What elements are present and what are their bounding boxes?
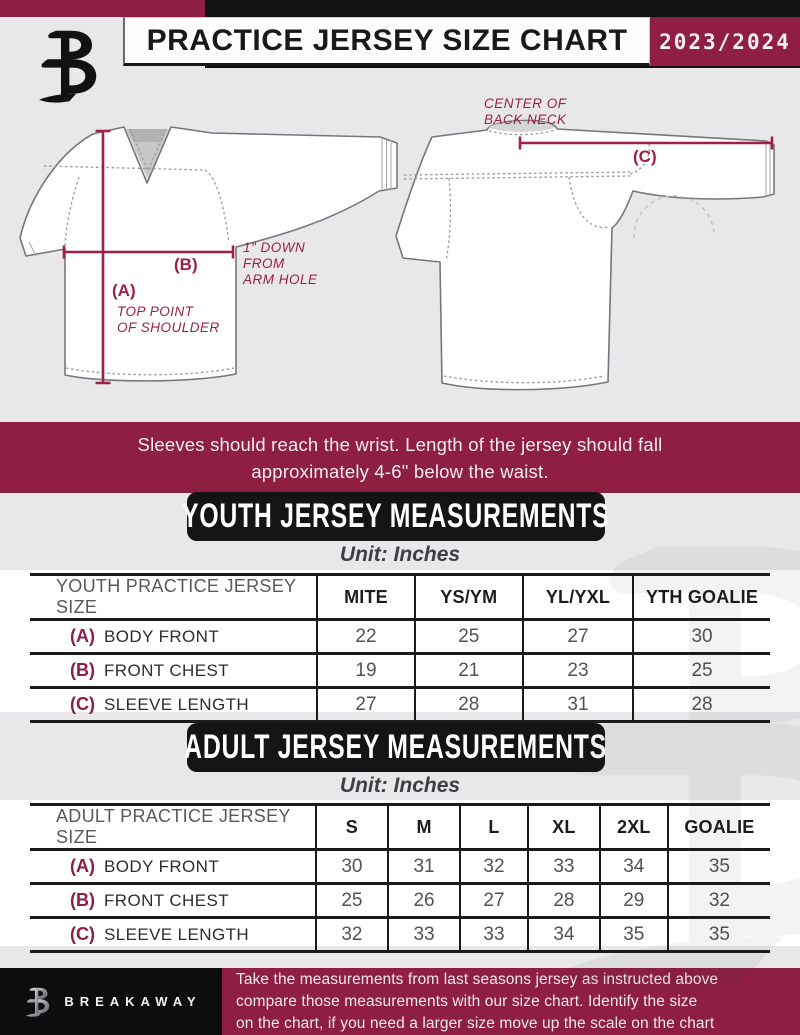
row-label: SLEEVE LENGTH: [104, 925, 250, 944]
measurement-value-cell: 27: [523, 620, 633, 654]
measure-a-marker: (A): [112, 281, 136, 300]
measurement-value-cell: 28: [633, 688, 770, 722]
row-marker: (A): [70, 626, 95, 646]
size-column-header: MITE: [317, 575, 415, 620]
youth-size-table: [30, 573, 770, 723]
fit-note-line2: approximately 4-6" below the waist.: [251, 460, 549, 482]
adult-section-title-box: [184, 723, 608, 772]
size-column-header: M: [388, 805, 460, 850]
footer-brand-name: BREAKAWAY: [64, 994, 202, 1009]
measurement-value-cell: 32: [460, 850, 528, 884]
footer-brand-block: [0, 968, 222, 1035]
measurement-value-cell: 21: [415, 654, 523, 688]
measurement-value-cell: 35: [600, 918, 668, 952]
measurement-value-cell: 28: [528, 884, 600, 918]
measurement-value-cell: 33: [528, 850, 600, 884]
row-label: FRONT CHEST: [104, 891, 229, 910]
center-back-neck-caption: CENTER OF BACK NECK: [484, 96, 567, 127]
measurement-label-cell: [30, 850, 316, 884]
size-column-header: L: [460, 805, 528, 850]
footer-note-line3: on the chart, if you need a larger size move up the scale on the chart: [236, 1014, 715, 1032]
row-label: BODY FRONT: [104, 627, 220, 646]
size-column-header: GOALIE: [668, 805, 770, 850]
row-label: SLEEVE LENGTH: [104, 695, 250, 714]
measurement-label-cell: [30, 884, 316, 918]
measurement-value-cell: 25: [633, 654, 770, 688]
measurement-value-cell: 31: [388, 850, 460, 884]
youth-unit-label: Unit: Inches: [339, 543, 461, 566]
front-jersey-diagram: [20, 127, 397, 383]
fit-note-line1: Sleeves should reach the wrist. Length of the jersey should fall: [137, 433, 663, 455]
size-column-header: S: [316, 805, 389, 850]
page-title: PRACTICE JERSEY SIZE CHART: [146, 23, 628, 57]
row-marker: (A): [70, 856, 95, 876]
row-label: FRONT CHEST: [104, 661, 229, 680]
measurement-value-cell: 26: [388, 884, 460, 918]
measurement-value-cell: 30: [316, 850, 389, 884]
table-label-column-header: ADULT PRACTICE JERSEY SIZE: [30, 805, 316, 850]
measurement-label-cell: [30, 654, 317, 688]
measurement-value-cell: 23: [523, 654, 633, 688]
measurement-value-cell: 28: [415, 688, 523, 722]
row-marker: (C): [70, 694, 95, 714]
measurement-value-cell: 19: [317, 654, 415, 688]
table-row: [30, 918, 770, 952]
table-row: [30, 654, 770, 688]
measurement-value-cell: 27: [460, 884, 528, 918]
measurement-value-cell: 33: [460, 918, 528, 952]
measurement-value-cell: 34: [600, 850, 668, 884]
header-maroon-strip: [0, 0, 205, 17]
table-row: [30, 884, 770, 918]
measurement-label-cell: [30, 688, 317, 722]
jersey-diagrams: [0, 95, 800, 420]
footer-note-line2: compare those measurements with our size chart. Identify the size: [236, 992, 698, 1010]
measurement-label-cell: [30, 620, 317, 654]
measurement-value-cell: 32: [668, 884, 770, 918]
size-column-header: YS/YM: [415, 575, 523, 620]
shoulder-caption: TOP POINT OF SHOULDER: [117, 304, 220, 335]
youth-section-title-box: [182, 492, 610, 541]
measure-c-marker: (C): [633, 147, 657, 166]
table-label-column-header: YOUTH PRACTICE JERSEY SIZE: [30, 575, 317, 620]
measurement-value-cell: 29: [600, 884, 668, 918]
size-column-header: YTH GOALIE: [633, 575, 770, 620]
table-row: [30, 620, 770, 654]
size-column-header: YL/YXL: [523, 575, 633, 620]
fit-note-banner: [0, 422, 800, 493]
page-title-box: [123, 17, 650, 66]
row-marker: (B): [70, 890, 95, 910]
row-marker: (B): [70, 660, 95, 680]
measurement-value-cell: 27: [317, 688, 415, 722]
breakaway-footer-logo-icon: [20, 985, 54, 1019]
adult-section-title: ADULT JERSEY MEASUREMENTS: [184, 728, 608, 766]
measurement-value-cell: 25: [316, 884, 389, 918]
size-column-header: XL: [528, 805, 600, 850]
measurement-value-cell: 22: [317, 620, 415, 654]
table-row: [30, 688, 770, 722]
armhole-caption: 1" DOWN FROM ARM HOLE: [243, 240, 318, 287]
measurement-value-cell: 32: [316, 918, 389, 952]
adult-unit-label: Unit: Inches: [339, 774, 461, 797]
measurement-value-cell: 25: [415, 620, 523, 654]
footer-note-line1: Take the measurements from last seasons jersey as instructed above: [236, 970, 719, 988]
measurement-value-cell: 31: [523, 688, 633, 722]
season-badge: [650, 17, 800, 66]
measurement-value-cell: 33: [388, 918, 460, 952]
measurement-value-cell: 34: [528, 918, 600, 952]
back-jersey-diagram: [396, 120, 774, 389]
footer-instructions: [222, 968, 800, 1035]
season-label: 2023/2024: [659, 29, 791, 54]
adult-size-table: [30, 803, 770, 953]
measurement-label-cell: [30, 918, 316, 952]
footer: [0, 968, 800, 1035]
size-column-header: 2XL: [600, 805, 668, 850]
measurement-value-cell: 35: [668, 918, 770, 952]
measurement-value-cell: 30: [633, 620, 770, 654]
measurement-value-cell: 35: [668, 850, 770, 884]
row-marker: (C): [70, 924, 95, 944]
youth-section-title: YOUTH JERSEY MEASUREMENTS: [182, 497, 610, 535]
measure-b-marker: (B): [174, 255, 198, 274]
table-row: [30, 850, 770, 884]
row-label: BODY FRONT: [104, 857, 220, 876]
